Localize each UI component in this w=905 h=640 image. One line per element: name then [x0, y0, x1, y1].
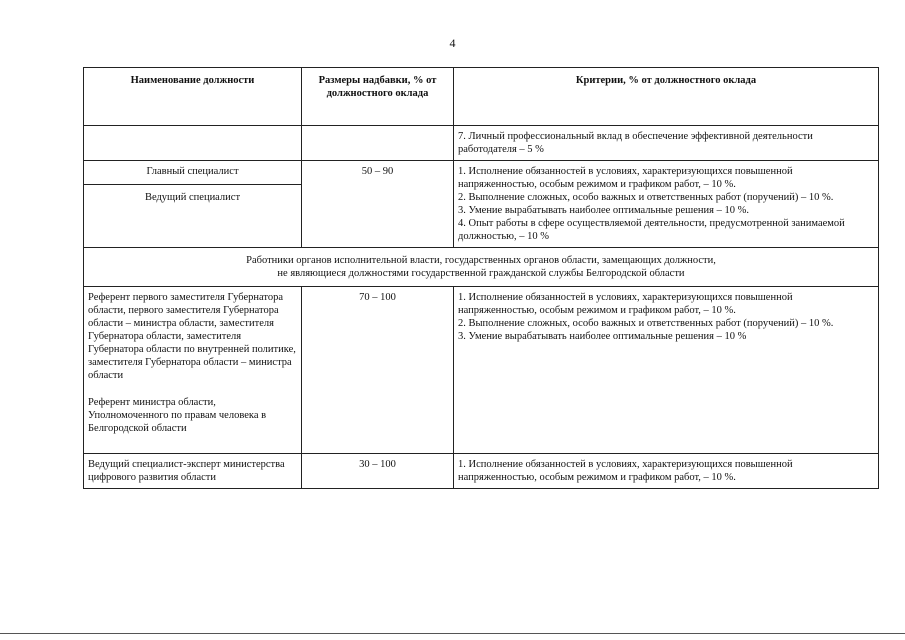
section-heading-line: не являющиеся должностями государственной гражданской службы Белгородской области: [277, 268, 685, 279]
page-number: 4: [449, 36, 456, 50]
criterion-item: 2. Выполнение сложных, особо важных и ответственных работ (поручений) – 10 %.: [458, 192, 834, 203]
header-position: Наименование должности: [84, 68, 302, 126]
criteria-cell: 7. Личный профессиональный вклад в обеспечение эффективной деятельности работодателя – 5 %: [454, 126, 879, 161]
criterion-item: 4. Опыт работы в сфере осуществляемой деятельности, предусмотренной занимаемой должностью, – 10 %: [458, 218, 845, 242]
table-row: [84, 287, 879, 454]
table-row: [84, 454, 879, 489]
section-heading-line: Работники органов исполнительной власти, государственных органов области, замещающих должности,: [246, 255, 716, 266]
section-row: [84, 248, 879, 287]
range-cell: [302, 126, 454, 161]
position-referent-deputy: Референт первого заместителя Губернатора области, первого заместителя Губернатора области – министра области, заместителя Губернатора области, заместителя Губернатора области по внутренней политике, заместителя Губернатора области – министра области: [88, 292, 296, 381]
position-cell: Ведущий специалист-эксперт министерства цифрового развития области: [84, 454, 302, 489]
criterion-item: 2. Выполнение сложных, особо важных и ответственных работ (поручений) – 10 %.: [458, 318, 834, 329]
header-allowance: Размеры надбавки, % от должностного оклада: [302, 68, 454, 126]
position-cell: [84, 161, 302, 248]
page-bottom-rule: [0, 633, 905, 634]
table-header-row: [84, 68, 879, 126]
position-chief-specialist: Главный специалист: [146, 166, 239, 177]
header-criteria: Критерии, % от должностного оклада: [454, 68, 879, 126]
table-row: [84, 161, 879, 248]
criteria-cell: [454, 287, 879, 454]
criterion-item: 1. Исполнение обязанностей в условиях, характеризующихся повышенной напряженностью, особым режимом и графиком работ, – 10 %.: [458, 166, 793, 190]
position-cell: [84, 287, 302, 454]
criterion-item: 3. Умение вырабатывать наиболее оптимальные решения – 10 %.: [458, 205, 749, 216]
criterion-item: 1. Исполнение обязанностей в условиях, характеризующихся повышенной напряженностью, особым режимом и графиком работ, – 10 %.: [458, 292, 793, 316]
position-referent-minister: Референт министра области, Уполномоченного по правам человека в Белгородской области: [88, 397, 267, 434]
range-cell: 50 – 90: [302, 161, 454, 248]
allowance-table: [83, 67, 879, 489]
table-row: [84, 126, 879, 161]
position-leading-specialist: Ведущий специалист: [84, 184, 301, 204]
criteria-cell: [454, 161, 879, 248]
criterion-item: 1. Исполнение обязанностей в условиях, характеризующихся повышенной напряженностью, особым режимом и графиком работ, – 10 %.: [458, 459, 793, 483]
criteria-cell: [454, 454, 879, 489]
section-heading: [84, 248, 879, 287]
criterion-item: 3. Умение вырабатывать наиболее оптимальные решения – 10 %: [458, 331, 747, 342]
position-cell: [84, 126, 302, 161]
range-cell: 70 – 100: [302, 287, 454, 454]
range-cell: 30 – 100: [302, 454, 454, 489]
